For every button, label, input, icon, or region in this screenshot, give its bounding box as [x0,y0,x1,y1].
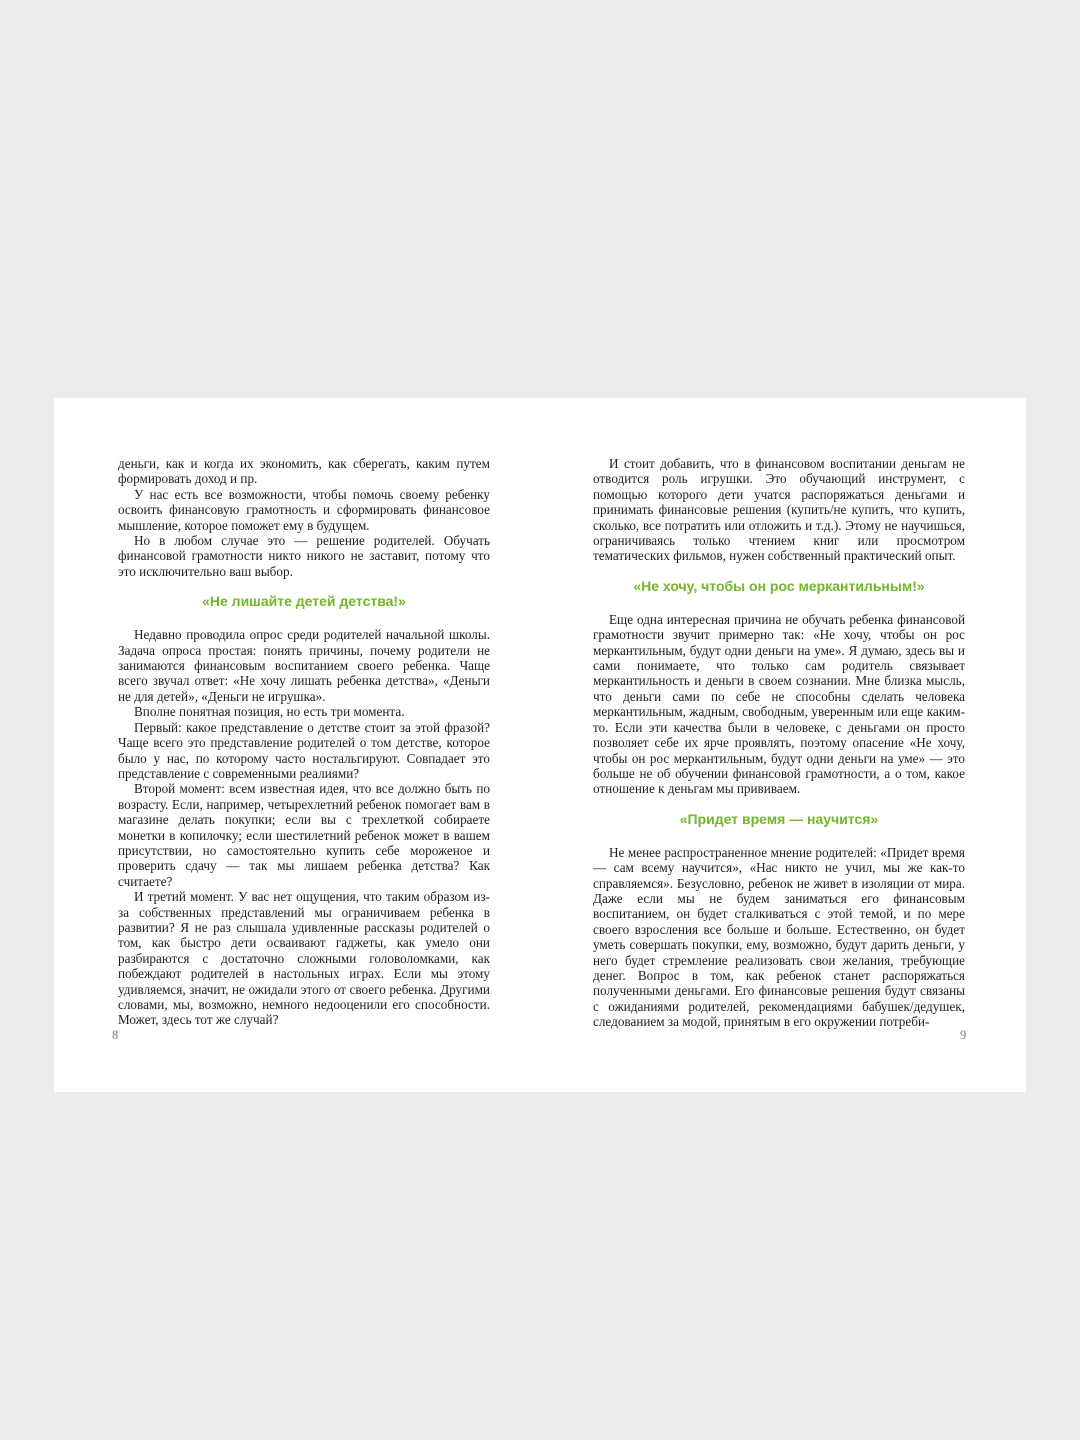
paragraph: Еще одна интересная причина не обучать ребенка финансовой грамотности звучит примерно так: «Не хочу, чтобы он рос меркантильным, будут одни деньги на уме». Я думаю, здесь вы и сами понимаете, что только сам родитель связывает меркантильность и деньги в своем сознании. Мне близка мысль, что деньги сами по себе не способны сделать человека меркантильным, жадным, свободным, уверенным или еще каким-то. Если эти качества были в человеке, с деньгами он просто позволяет себе их ярче проявлять, поэтому опасение «Не хочу, чтобы он рос меркантильным, будут одни деньги на уме» — это больше не об обучении финансовой грамотности, а о том, какое отношение к деньгам мы прививаем. [593,611,965,797]
page-number-right: 9 [960,1028,967,1042]
section-heading: «Не лишайте детей детства!» [202,593,406,610]
right-page-text [593,456,965,1030]
paragraph: Второй момент: всем известная идея, что все должно быть по возрасту. Если, например, четырехлетний ребенок помогает вам в магазине делать покупки; если вы с трехлеткой собираете монетки в копилочку; если шестилетний ребенок может в вашем присутствии, но самостоятельно купить себе мороженое и проверить сдачу — так мы лишаем ребенка детства? Как считаете? [118,781,490,889]
paragraph: Не менее распространенное мнение родителей: «Придет время — сам всему научится», «Нас никто не учил, мы же как-то справляемся». Безусловно, ребенок не живет в изоляции от мира. Даже если мы не будем заниматься его финансовым воспитанием, он будет сталкиваться с этой темой, и по мере своего взросления все больше и больше. Естественно, он будет уметь совершать покупки, ему, возможно, будут дарить деньги, у него будет стремление реализовать свои желания, требующие денег. Вопрос в том, как ребенок станет распоряжаться полученными деньгами. Его финансовые решения будут связаны с ожиданиями родителей, рекомендациями бабушек/дедушек, следованием за модой, принятым в его окружении потреби- [593,844,965,1030]
paragraph: Недавно проводила опрос среди родителей начальной школы. Задача опроса простая: понять причины, почему родители не занимаются финансовым воспитанием своего ребенка. Чаще всего звучал ответ: «Не хочу лишать ребенка детства», «Деньги не для детей», «Деньги не игрушка». [118,627,490,704]
paragraph: деньги, как и когда их экономить, как сберегать, каким путем формировать доход и пр. [118,456,490,487]
paragraph: Первый: какое представление о детстве стоит за этой фразой? Чаще всего это представление родителей о том детстве, которое было у нас, по которому часто ностальгируют. Совпадает это представление с современными реалиями? [118,719,490,781]
paragraph: Но в любом случае это — решение родителей. Обучать финансовой грамотности никто никого не заставит, потому что это исключительно ваш выбор. [118,533,490,579]
left-page-text [118,456,490,1028]
paragraph: И третий момент. У вас нет ощущения, что таким образом из-за собственных представлений мы ограничиваем ребенка в развитии? Я не раз слышала удивленные рассказы родителей о том, как быстро дети осваивают гаджеты, как умело они разбираются с достаточно сложными головоломками, как побеждают родителей в настольных играх. Если мы этому удивляемся, значит, не ожидали этого от своего ребенка. Другими словами, мы, возможно, немного недооценили его способности. Может, здесь тот же случай? [118,889,490,1028]
section-heading: «Придет время — научится» [679,810,879,827]
paragraph: И стоит добавить, что в финансовом воспитании деньгам не отводится роль игрушки. Это обучающий инструмент, с помощью которого дети учатся распоряжаться деньгами и принимать финансовые решения (купить/не купить, что купить, сколько, все потратить или отложить и т.д.). Этому не научишься, ограничиваясь только чтением книг или просмотром тематических фильмов, нужен собственный практический опыт. [593,456,965,564]
paragraph: Вполне понятная позиция, но есть три момента. [134,704,405,720]
section-heading: «Не хочу, чтобы он рос меркантильным!» [633,577,925,594]
paragraph: У нас есть все возможности, чтобы помочь своему ребенку освоить финансовую грамотность и сформировать финансовое мышление, которое поможет ему в будущем. [118,486,490,533]
page-number-left: 8 [112,1028,119,1042]
book-spread [54,398,1026,1092]
